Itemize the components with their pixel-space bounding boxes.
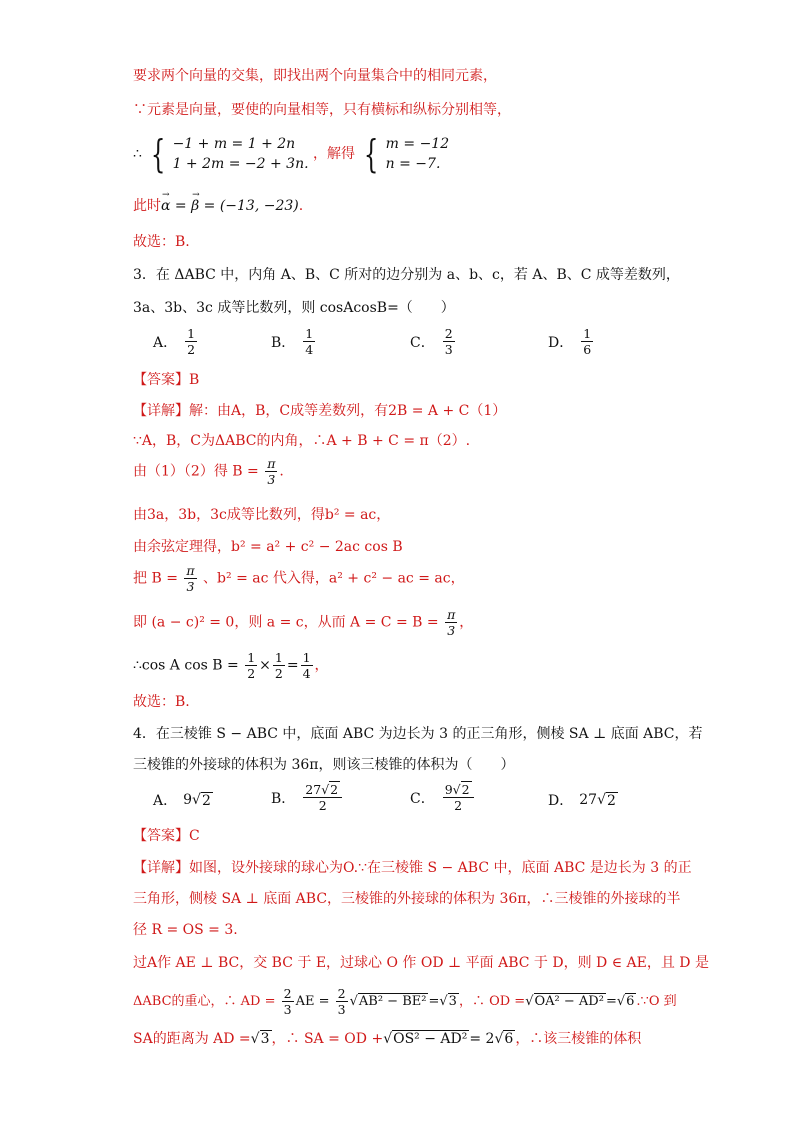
- q4-detail-6: SA的距离为 AD =√3 ，∴ SA = OD +√OS² − AD² = 2√6 ，∴该三棱锥的体积: [133, 1031, 642, 1047]
- answer-choice-q2: 故选：B.: [133, 234, 190, 250]
- left-brace-icon: {: [151, 132, 166, 176]
- q4-detail-5: ΔABC的重心，∴ AD = $\frac{2}{3}$ AE = $\frac{2}{3}$ √AB² − BE² =√3 ，∴ OD =√OA² − AD² =√6 .∵O 到: [133, 986, 677, 1017]
- left-brace-icon: {: [364, 132, 379, 176]
- q3-detail-1: 【详解】解：由A，B，C成等差数列，有2B = A + C（1）: [133, 403, 507, 419]
- solve-text: ，解得: [313, 146, 356, 162]
- alpha-vector: → α: [161, 196, 170, 216]
- equation-system-2: [359, 134, 449, 174]
- q4-option-d[interactable]: D． 27 √ 2: [548, 792, 616, 809]
- q3-detail-6: 把 B = $\frac{\pi}{3}$ 、b² = ac 代入得，a² + c² − ac = ac，: [133, 563, 465, 594]
- q3-option-a[interactable]: A． $\frac{1}{2}$: [153, 326, 196, 357]
- q4-detail-3: 径 R = OS = 3.: [133, 922, 238, 938]
- vector-value: = (−13, −23): [199, 198, 299, 214]
- equation-system-line: [133, 134, 449, 174]
- q4-detail-2: 三角形，侧棱 SA ⊥ 底面 ABC，三棱锥的外接球的体积为 36π，∴三棱锥的外接球的半: [133, 891, 681, 907]
- beta-vector: → β: [191, 196, 199, 216]
- vector-result-end: .: [298, 198, 304, 214]
- q4-option-a[interactable]: A． 9 √ 2: [153, 792, 211, 809]
- q3-detail-4: 由3a，3b，3c成等比数列，得b² = ac，: [133, 507, 391, 523]
- system2-row1: m = −12: [385, 136, 450, 152]
- question-3-line-1: 3．在 ΔABC 中，内角 A、B、C 所对的边分别为 a、b、c，若 A、B、C 成等差数列，: [133, 267, 680, 283]
- q3-option-b[interactable]: B． $\frac{1}{4}$: [271, 326, 314, 357]
- question-4-line-2: 三棱锥的外接球的体积为 36π，则该三棱锥的体积为（ ）: [133, 757, 515, 773]
- therefore-symbol: ∴: [133, 146, 142, 162]
- q3-choice: 故选：B.: [133, 694, 190, 710]
- q4-answer: 【答案】C: [133, 828, 200, 844]
- vector-result-line: [133, 196, 303, 216]
- vector-result-prefix: 此时: [133, 198, 161, 214]
- q4-detail-1: 【详解】如图，设外接球的球心为O.∵在三棱锥 S − ABC 中，底面 ABC 是边长为 3 的正: [133, 860, 692, 876]
- q4-option-c[interactable]: C． $\frac{9√2}{2}$: [410, 782, 476, 813]
- eq-sign: =: [170, 198, 192, 214]
- q3-detail-3: 由（1）（2）得 B = $\frac{\pi}{3}$ .: [133, 456, 284, 487]
- q3-detail-5: 由余弦定理得，b² = a² + c² − 2ac cos B: [133, 539, 403, 555]
- question-4-line-1: 4．在三棱锥 S − ABC 中，底面 ABC 为边长为 3 的正三角形，侧棱 SA ⊥ 底面 ABC，若: [133, 726, 703, 742]
- q3-option-d[interactable]: D． $\frac{1}{6}$: [548, 326, 592, 357]
- q3-detail-8: ∴cos A cos B = $\frac{1}{2}$ × $\frac{1}{2}$ = $\frac{1}{4}$ ，: [133, 650, 329, 681]
- equation-system-1: [146, 134, 308, 174]
- explanation-line-2: ∵元素是向量，要使的向量相等，只有横标和纵标分别相等，: [133, 102, 511, 118]
- q4-option-b[interactable]: B． $\frac{27√2}{2}$: [271, 782, 344, 813]
- q3-detail-7: 即 (a − c)² = 0，则 a = c，从而 A = C = B = $\frac{\pi}{3}$ ，: [133, 607, 474, 638]
- question-3-line-2: 3a、3b、3c 成等比数列，则 cosAcosB=（ ）: [133, 300, 455, 316]
- q4-detail-4: 过A作 AE ⊥ BC，交 BC 于 E，过球心 O 作 OD ⊥ 平面 ABC 于 D，则 D ∈ AE，且 D 是: [133, 955, 709, 971]
- q3-detail-2: ∵A，B，C为ΔABC的内角，∴A + B + C = π（2）.: [133, 433, 471, 449]
- q3-answer: 【答案】B: [133, 372, 200, 388]
- system1-row1: −1 + m = 1 + 2n: [172, 136, 296, 152]
- q3-option-c[interactable]: C． $\frac{2}{3}$: [410, 326, 453, 357]
- system1-row2: 1 + 2m = −2 + 3n.: [172, 156, 309, 172]
- explanation-line-1: 要求两个向量的交集，即找出两个向量集合中的相同元素，: [133, 68, 497, 84]
- system2-row2: n = −7.: [385, 156, 441, 172]
